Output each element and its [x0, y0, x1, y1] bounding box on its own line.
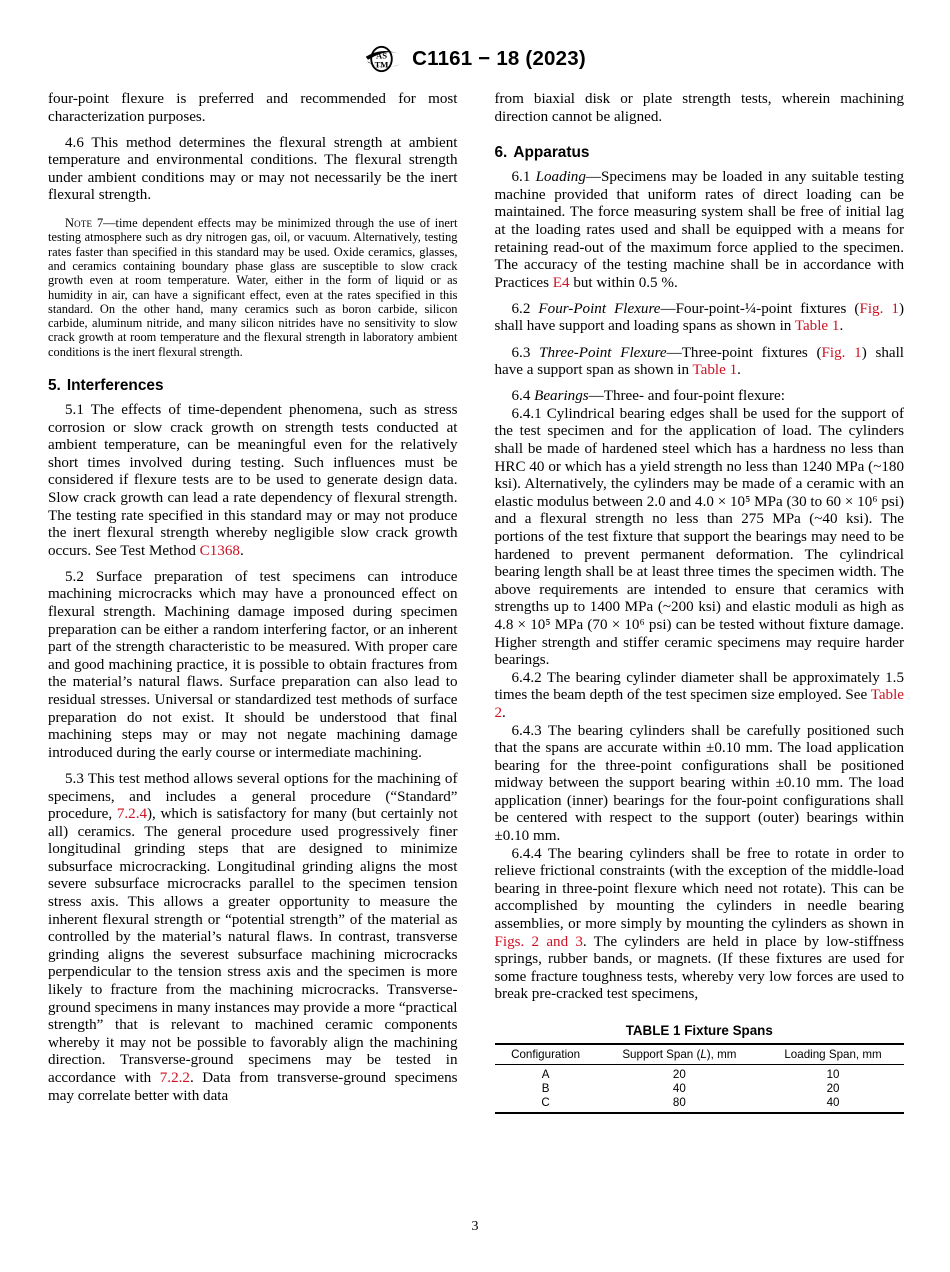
cell-support-span: 80 [597, 1096, 762, 1114]
section-title: Apparatus [513, 144, 590, 162]
paragraph-6-4-number: 6.4 [511, 388, 535, 405]
link-table-2[interactable]: Table 2 [494, 687, 904, 721]
paragraph-5-1-text-b: . [239, 542, 244, 559]
section-number: 5. [48, 377, 61, 395]
paragraph-6-3-text-b: ) shall have a support span as shown in [494, 344, 904, 379]
svg-text:AS: AS [376, 50, 388, 61]
section-heading-5 [48, 377, 458, 395]
link-figs-2-and-3[interactable]: Figs. 2 and 3 [494, 933, 583, 950]
page-title: C1161 − 18 (2023) [412, 47, 586, 70]
right-column [495, 91, 905, 1114]
paragraph-6-2-text-b: ) shall have support and loading spans as shown in [494, 300, 905, 335]
paragraph-continued-right: from biaxial disk or plate strength tests, wherein machining direction cannot be aligned. [494, 91, 904, 125]
astm-logo-icon [364, 44, 402, 74]
paragraph-5-3 [48, 771, 458, 1105]
page-footer [0, 1219, 950, 1235]
cell-loading-span: 40 [762, 1096, 904, 1114]
paragraph-4-6: 4.6 This method determines the flexural strength at ambient temperature and environmental conditions. The flexural strength under ambient conditions may or may not necessarily be the inert flexural strength. [48, 134, 458, 204]
paragraph-6-4-4-text-b: . The cylinders are held in place by low-stiffness springs, rubber bands, or magnets. (If these fixtures are used for some fracture toughness tests, whereby very low forces are used to break pre-cracked test specimens, [494, 933, 904, 1003]
paragraph-5-3-text-c: . Data from transverse-ground specimens may correlate better with data [48, 1070, 458, 1104]
paragraph-6-1 [495, 169, 905, 292]
link-fig-1-a[interactable]: Fig. 1 [859, 300, 899, 317]
term-loading: Loading [535, 169, 586, 186]
link-7-2-2[interactable]: 7.2.2 [159, 1070, 190, 1086]
table-row [495, 1096, 905, 1114]
section-number: 6. [494, 144, 508, 162]
cell-support-span: 20 [672, 1068, 686, 1081]
paragraph-6-4-2-text-a: 6.4.2 The bearing cylinder diameter shall be approximately 1.5 times the beam depth of the test specimen size employed. See [494, 669, 904, 704]
note-text: time dependent effects may be minimized through the use of inert testing atmosphere such as dry nitrogen gas, oil, or vacuum. Alternatively, testing rates faster than specified in this standard may be used. Oxide ceramics, glasses, and ceramics containing boundary phase glass are susceptible to slow crack growth even at room temperature. Water, either in the form of liquid or as humidity in air, can have a significant effect, even at the rates specified in this standard. On the other hand, many ceramics such as boron carbide, silicon carbide, aluminum nitride, and many silicon nitrides have no sensitivity to slow crack growth at room temperature and the flexural strength in laboratory ambient conditions is the inert flexural strength. [48, 216, 458, 359]
paragraph-6-3-number: 6.3 [511, 344, 540, 361]
paragraph-continued: four-point flexure is preferred and recommended for most characterization purposes. [48, 91, 458, 125]
cell-support-span: 40 [672, 1082, 686, 1096]
table-row [495, 1065, 905, 1082]
paragraph-6-2-number: 6.2 [511, 300, 539, 317]
two-column-body [48, 91, 904, 1114]
paragraph-5-1 [48, 402, 458, 560]
paragraph-6-4-4 [495, 846, 905, 1004]
paragraph-6-4-3: 6.4.3 The bearing cylinders shall be carefully positioned such that the spans are accurate within ±0.10 mm. The load application bearing for the three-point configurations shall be positioned midway between the support bearing within ±0.10 mm. The load application (inner) bearings for the four-point configurations shall be centered with respect to the support (outer) bearings within ±0.10 mm. [494, 722, 904, 845]
paragraph-6-2-text-a: —Four-point-¼-point fixtures ( [660, 300, 860, 317]
cell-configuration: B [541, 1082, 550, 1096]
section-title: Interferences [66, 377, 164, 395]
table-header-configuration: Configuration [495, 1044, 597, 1065]
table-header-loading-span: Loading Span, mm [762, 1044, 904, 1065]
svg-text:TM: TM [374, 59, 389, 70]
paragraph-6-3-text-a: —Three-point fixtures ( [666, 344, 822, 361]
table-header-support-span: Support Span (L), mm [597, 1044, 762, 1065]
cell-loading-span: 20 [826, 1082, 840, 1096]
paragraph-6-4-2 [495, 670, 905, 723]
paragraph-6-4-2-text-b: . [502, 704, 506, 721]
cell-loading-span: 10 [826, 1068, 840, 1081]
note-number: 7— [92, 216, 116, 231]
note-7 [48, 216, 458, 359]
term-four-point-flexure: Four-Point Flexure [538, 300, 661, 317]
paragraph-5-3-text-a: 5.3 This test method allows several options for the machining of specimens, and includes a general procedure (“Standard” procedure, [48, 770, 458, 823]
paragraph-6-2 [495, 301, 905, 336]
paragraph-6-1-text: —Specimens may be loaded in any suitable testing machine provided that uniform rates of direct loading can be maintained. The force measuring system shall be free of initial lag at the loading rates used and shall be equipped with a means for retaining read-out of the maximum force applied to the specimen. The accuracy of the testing machine shall be in accordance with Practices [494, 169, 904, 291]
cell-configuration: A [541, 1068, 550, 1081]
paragraph-6-3-text-c: . [737, 362, 741, 379]
link-c1368[interactable]: C1368 [199, 542, 240, 559]
link-table-1-b[interactable]: Table 1 [692, 362, 738, 379]
paragraph-5-1-text-a: 5.1 The effects of time-dependent phenomena, such as stress corrosion or slow crack growth on strength tests conducted at ambient temperature, can be meaningful even for the relatively short times involved during testing. Such influences must be considered if flexure tests are to be used to generate design data. Slow crack growth can lead a rate dependency of flexural strength. The testing rate specified in this standard may or may not produce the inert flexural strength whereby negligible slow crack growth occurs. See Test Method [48, 402, 458, 559]
note-label: Note [65, 216, 93, 231]
link-fig-1-b[interactable]: Fig. 1 [821, 344, 862, 361]
link-e4[interactable]: E4 [552, 274, 570, 291]
paragraph-6-3 [495, 345, 905, 380]
paragraph-5-3-text-b: ), which is satisfactory for many (but certainly not all) ceramics. The general procedure used progressively finer longitudinal grinding steps that are designed to minimize subsurface microcracking. Longitudinal grinding aligns the most severe subsurface microcracks parallel to the specimen tension stress axis. This allows a greater opportunity to measure the inherent flexural strength or “potential strength” of the material as controlled by the material’s natural flaws. In contrast, transverse grinding aligns the severest subsurface machining microcracks perpendicular to the tension stress axis and the specimen is more likely to fracture from the machining microcracks. Transverse-ground specimens in many instances may provide a more “practical strength” that is relevant to machined ceramic components whereby it may not be possible to favorably align the machining direction. Transverse-ground specimens may be tested in accordance with [48, 806, 458, 1086]
page-number: 3 [471, 1219, 479, 1234]
link-7-2-4[interactable]: 7.2.4 [116, 806, 148, 823]
table-row [495, 1082, 905, 1096]
paragraph-6-4-4-text-a: 6.4.4 The bearing cylinders shall be free to rotate in order to relieve frictional constraints (with the exception of the middle-load bearing in three-point flexure which need not rotate). This can be accomplished by mounting the cylinders in needle bearing assemblies, or more simply by mounting the cylinders as shown in [494, 845, 904, 933]
term-bearings: Bearings [534, 388, 589, 405]
paragraph-6-4-text: —Three- and four-point flexure: [588, 388, 785, 405]
cell-configuration: C [495, 1096, 597, 1114]
paragraph-6-1-text-end: but within 0.5 %. [569, 274, 678, 291]
table-1-body [495, 1065, 905, 1114]
link-table-1-a[interactable]: Table 1 [794, 318, 840, 335]
paragraph-6-1-number: 6.1 [511, 169, 536, 186]
table-1-block [495, 1023, 905, 1114]
paragraph-5-2: 5.2 Surface preparation of test specimens can introduce machining microcracks which may have a pronounced effect on flexural strength. Machining damage imposed during specimen preparation can be either a random interfering factor, or an inherent part of the strength characteristic to be measured. With proper care and good machining practice, it is possible to obtain fractures from the material’s natural flaws. Surface preparation can also lead to residual stresses. Universal or standardized test methods of surface preparation do not exist. It should be understood that final machining steps may or may not negate machining damage introduced during the early course or intermediate machining. [48, 568, 458, 761]
table-1-caption: TABLE 1 Fixture Spans [625, 1023, 773, 1038]
term-three-point-flexure: Three-Point Flexure [539, 344, 667, 361]
paragraph-6-4-1: 6.4.1 Cylindrical bearing edges shall be used for the support of the test specimen and for the application of load. The cylinders shall be made of hardened steel which has a hardness no less than HRC 40 or which has a yield strength no less than 1240 MPa (~180 ksi). Alternatively, the cylinders may be made of a ceramic with an elastic modulus between 2.0 and 4.0 × 10⁵ MPa (30 to 60 × 10⁶ psi) and a flexural strength no less than 275 MPa (~40 ksi). The portions of the test fixture that support the bearings may need to be hardened to prevent permanent deformation. The cylindrical bearing length shall be at least three times the specimen width. The above requirements are intended to ensure that ceramics with strengths up to 1400 MPa (~200 ksi) and elastic moduli as high as 4.8 × 10⁵ MPa (70 × 10⁶ psi) can be tested without fixture damage. Higher strength and stiffer ceramic specimens may require harder bearings. [494, 405, 904, 669]
table-1 [495, 1043, 905, 1114]
page-header [0, 44, 950, 74]
section-heading-6 [495, 144, 905, 162]
paragraph-6-2-text-c: . [839, 318, 844, 335]
left-column [48, 91, 458, 1114]
paragraph-6-4 [495, 388, 905, 406]
